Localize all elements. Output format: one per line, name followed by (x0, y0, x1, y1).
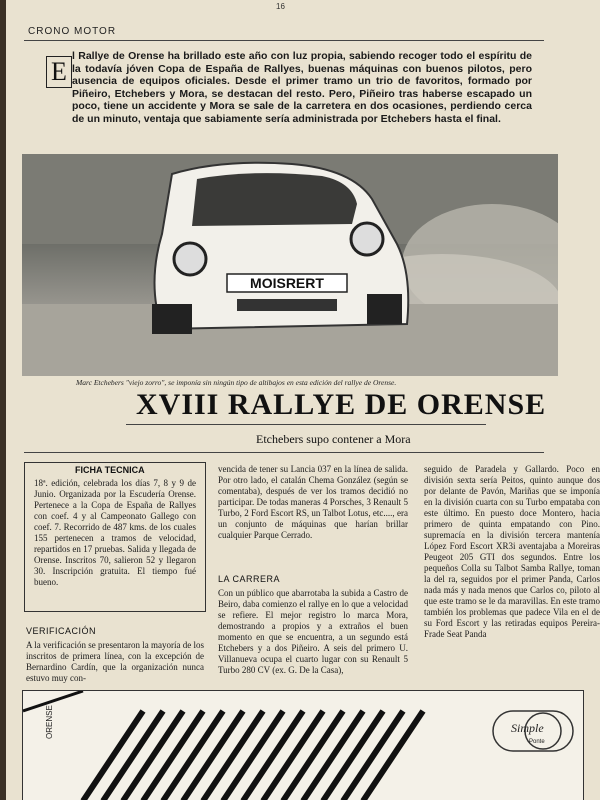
headline-rule (126, 424, 486, 425)
column-2-text: vencida de tener su Lancia 037 en la línea de salida. Por otro lado, el catalán Chema González (según se comentaba), después de ver los tramos decidió no participar. De todas maneras 4 Porsches, 3 Renault 5 Turbo, 2 Ford Escort RS, un Talbot Lotus, etc...., era un conjunto de máquinas que harían brillar cualquier Parque Cerrado. (218, 464, 408, 540)
ad-brand-sub: Ponte (529, 739, 545, 745)
photo-caption: Marc Etchebers "viejo zorro", se imponía sin ningún tipo de altibajos en esta edición del rallye de Orense. (76, 378, 397, 387)
verificacion-text: A la verificación se presentaron la mayoría de los inscritos de primera línea, con la excepción de Bernardino Cardín, que la organización nunca estuvo muy con- (26, 640, 204, 683)
section-title: CRONO MOTOR (28, 26, 117, 37)
car-illustration (22, 154, 558, 376)
verificacion-heading: VERIFICACIÓN (26, 626, 97, 636)
intro-paragraph: l Rallye de Orense ha brillado este año con luz propia, sabiendo recoger todo el espíritu de la todavía jóven Copa de España de Rallyes, buenas máquinas con buenos pilotos, pero ausencia de equipos oficiales. Desde el primer tramo un trio de favoritos, formado por Piñeiro, Etchebers y Mora, se destacan del resto. Pero, Piñeiro tras haberse escapado un poco, tiene un accidente y Mora se sale de la carretera en dos ocasiones, perdiendo cerca de un minuto, ventaja que sabiamente sería administrada por Etchebers hasta el final. (72, 50, 532, 125)
column-3-text: seguido de Paradela y Gallardo. Poco en división sexta sería Peitos, quinto aunque dos por delante de Pavón, Mariñas que se imponía en la división cuarta con su Turbo empataba con este último. En puesto doce Montero, hacia primero de quinta empatando con Pino. supremacía en la división tercera mantenía López Ford Escort XR3i aventajaba a Moreiras Peugeot 205 GTI dos segundos. Entre los pequeños Colla su Talbot Samba Rallye, toman la del ra, seguidos por el primer Panda, Carlos nada más y nada menos que Carlos co, piloto al que este tramo se le da maravillas. En este tramo también los problemas que padece Vila en el de su Ford Escort y las retiradas equipos Pereira-Frade Seat Panda (424, 464, 600, 639)
ad-pattern (23, 691, 583, 800)
ad-brand: Simple (511, 721, 544, 735)
subhead-rule (24, 452, 544, 453)
car-plate-text: MOISRERT (250, 275, 324, 291)
advertisement (22, 690, 584, 800)
page-number: 16 (276, 2, 285, 11)
ad-stamp: ORENSE (45, 705, 54, 739)
magazine-page (6, 0, 600, 800)
la-carrera-heading: LA CARRERA (218, 574, 281, 584)
rally-car-photo (22, 154, 558, 376)
la-carrera-text: Con un público que abarrotaba la subida a Castro de Beiro, daba comienzo el rallye en lo que a velocidad se refiere. El mejor registro lo marca Mora, demostrando a propios y a extraños el buen momento en que se encuentra, a un segundo está Etchebers y a dos Piñeiro. A seis del primero U. Villanueva ocupa el cuarto lugar con su Renault 5 Turbo 280 CV (ex. G. De la Casa), (218, 588, 408, 675)
intro-dropcap: E (46, 56, 72, 88)
article-headline: XVIII RALLYE DE ORENSE (136, 388, 547, 421)
header-rule (24, 40, 544, 41)
ficha-tecnica-text: 18ª. edición, celebrada los días 7, 8 y 9 de Junio. Organizada por la Escudería Orense. Pertenece a la Copa de España de Rallyes con coef. 4 y al Campeonato Gallego con coef. 7. Recorrido de 487 kms. de los cuales 155 pertenecen a tramos de velocidad, repartidos en 17 pruebas. Salida y llegada de Orense. Inscritos 70, salieron 52 y llegaron 30. Inscripción gratuita. El tiempo fué bueno. (34, 478, 196, 587)
ficha-tecnica-label: FICHA TECNICA (72, 465, 148, 475)
article-subheadline: Etchebers supo contener a Mora (256, 432, 411, 446)
